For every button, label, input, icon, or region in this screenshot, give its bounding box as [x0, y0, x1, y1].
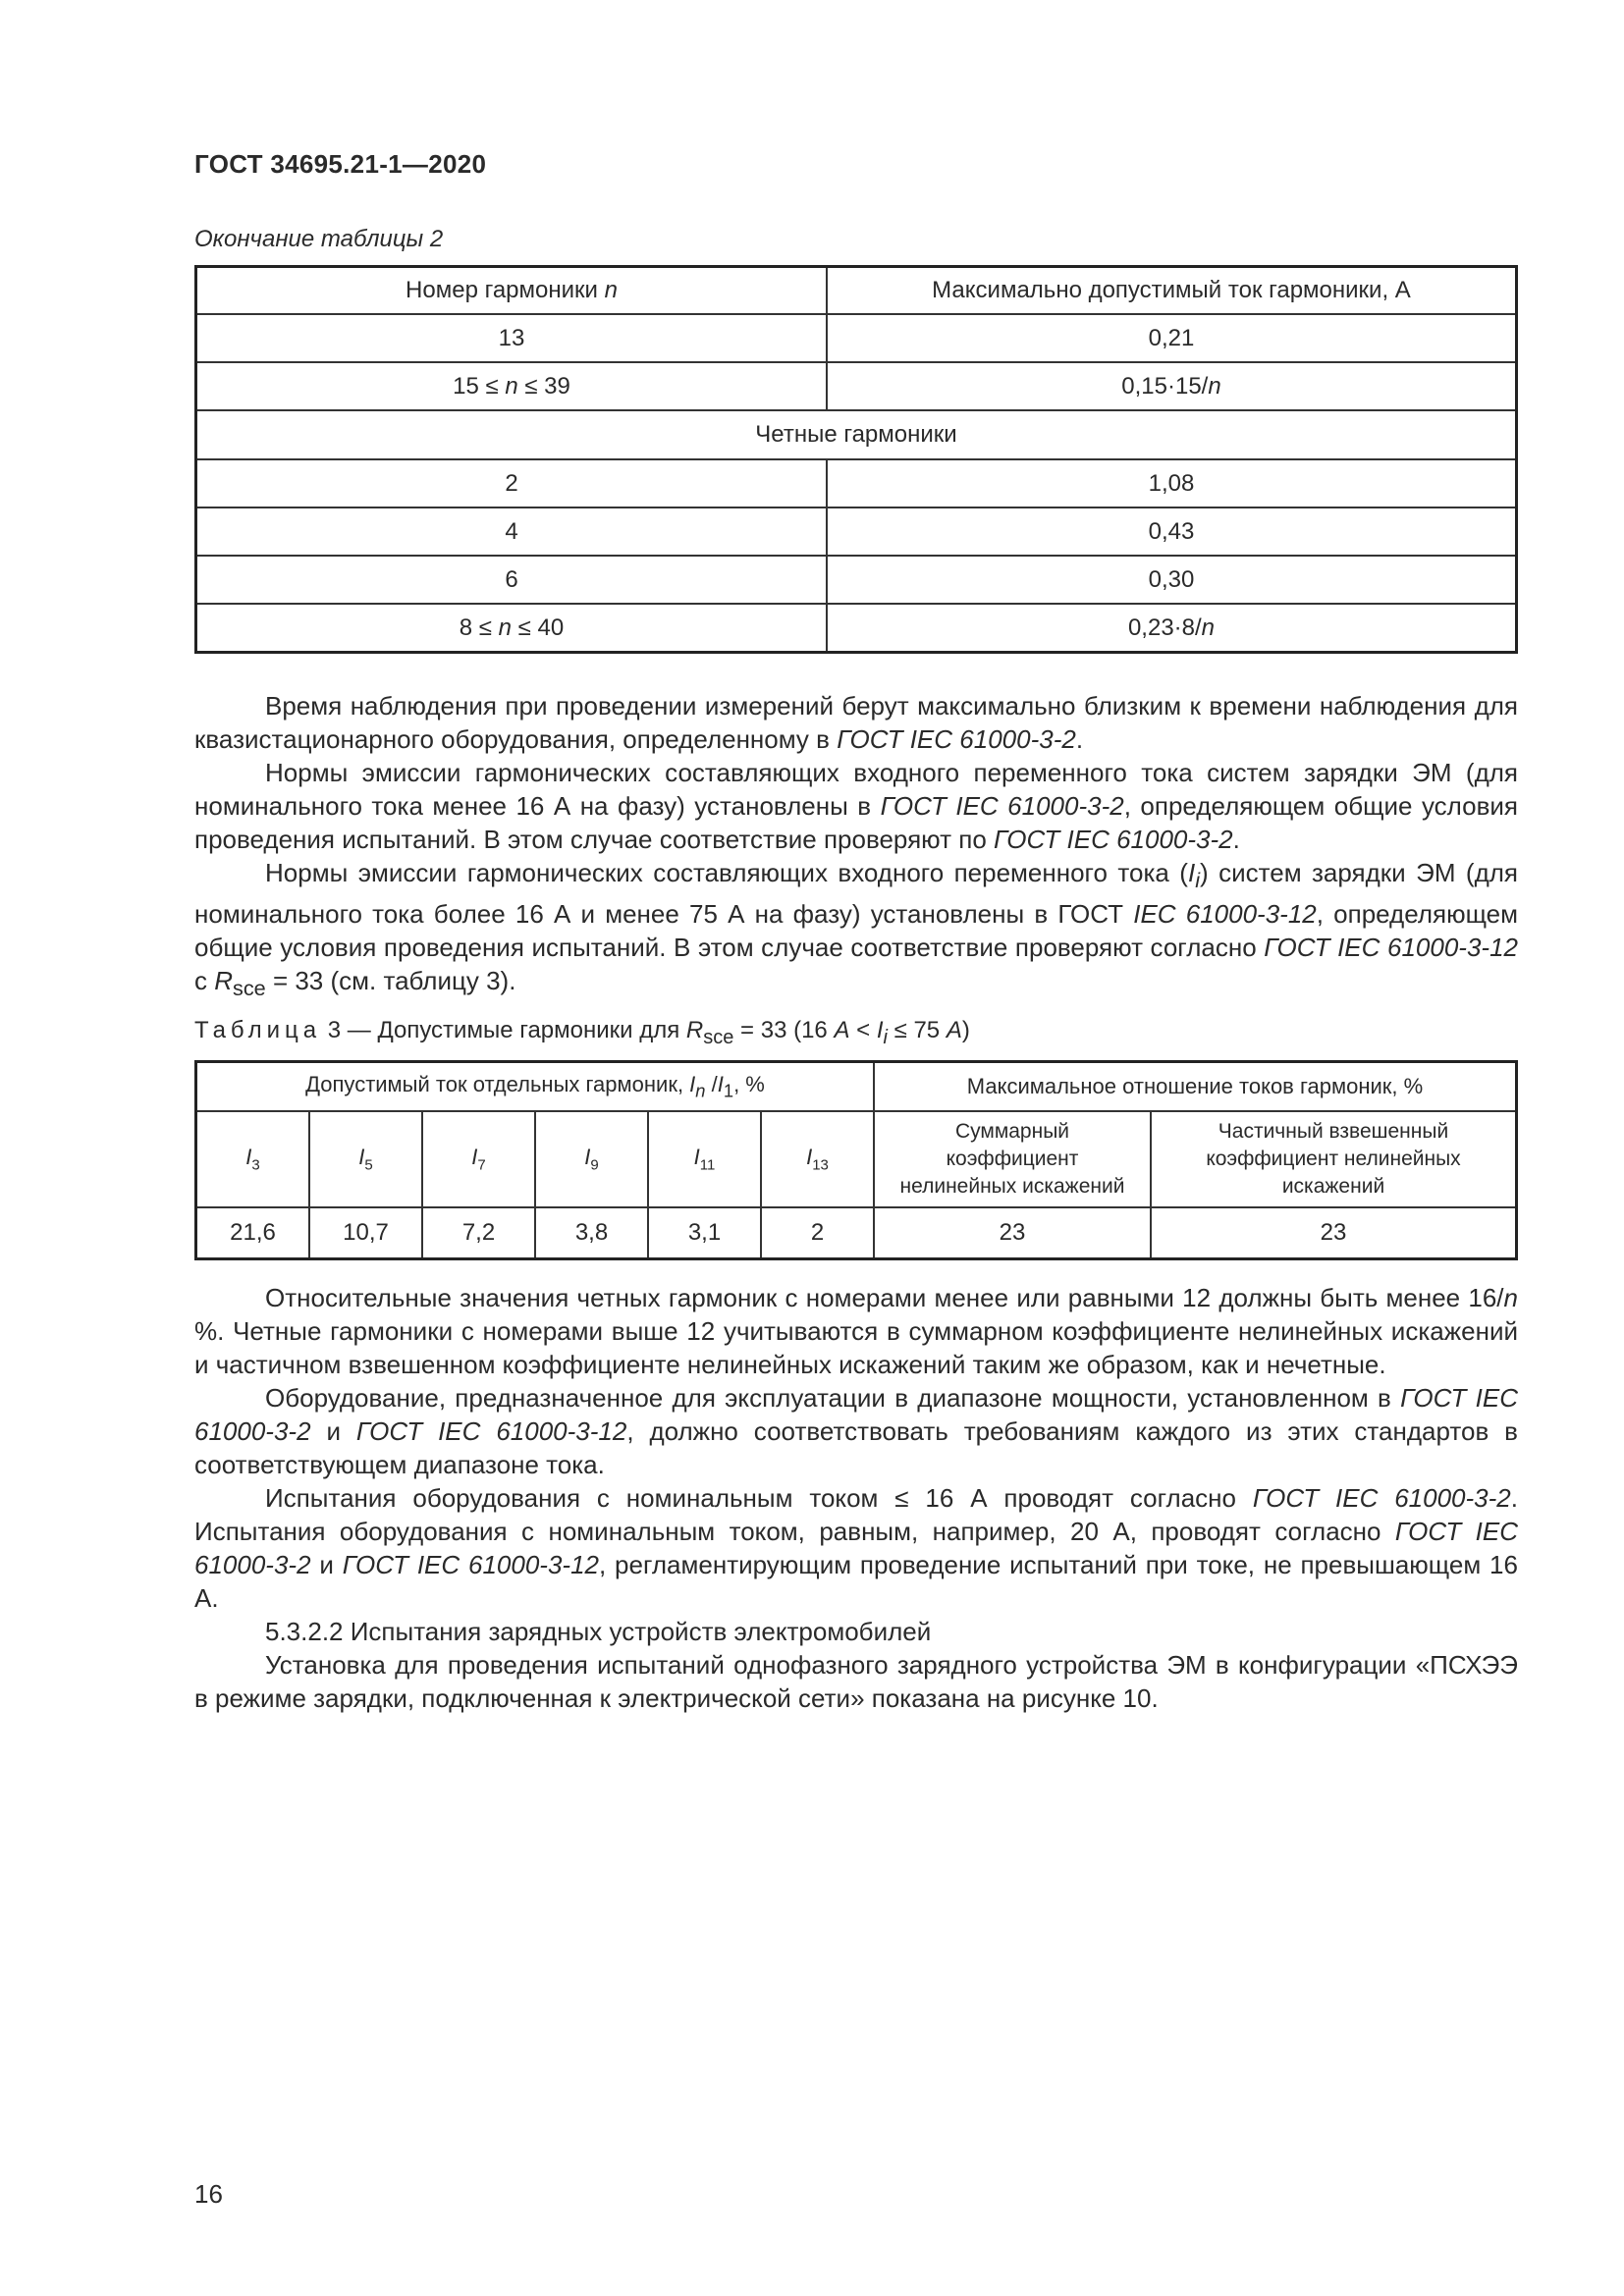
variable-n: n: [498, 614, 512, 641]
table3-col-I11: [648, 1111, 761, 1207]
standard-reference: ГОСТ IEC 61000-3-12: [1264, 933, 1518, 963]
value-cell: 21,6: [196, 1207, 310, 1259]
table2-col-harmonic-number: [196, 267, 828, 315]
value-cell: 3,8: [535, 1207, 648, 1259]
paragraph: [194, 1381, 1518, 1481]
table3-col-thd: [874, 1111, 1151, 1207]
table3-group-max-ratio: Максимальное отношение токов гармоник, %: [874, 1062, 1517, 1112]
text: ) систем зарядки ЭМ (для номинального тока более 16 А и менее 75 А на фазу) установлены в ГОСТ: [194, 858, 1519, 930]
paragraph: [194, 1481, 1518, 1615]
symbol-I: I: [584, 1145, 591, 1170]
table-row: [196, 604, 1517, 653]
paragraph: [194, 756, 1518, 856]
paragraph: [194, 1281, 1518, 1381]
standard-reference: ГОСТ IEC 61000-3-12: [342, 1550, 599, 1579]
unit: A: [946, 1017, 962, 1043]
page-number: 16: [194, 2179, 223, 2209]
table-row: [196, 410, 1517, 459]
current-value-cell: 1,08: [827, 459, 1517, 507]
section-heading: 5.3.2.2 Испытания зарядных устройств электромобилей: [265, 1617, 932, 1646]
table-word: Таблица: [194, 1017, 322, 1043]
subscript: i: [1195, 868, 1200, 893]
table2-header-row: [196, 267, 1517, 315]
even-harmonics-section-label: Четные гармоники: [196, 410, 1517, 459]
current-value-cell: [827, 604, 1517, 653]
subscript: 9: [590, 1156, 599, 1174]
table3-col-I5: [309, 1111, 422, 1207]
unit: A: [834, 1017, 850, 1043]
formula-text: 0,15·15/: [1121, 372, 1209, 400]
subscript: n: [695, 1080, 706, 1101]
text: нелинейных искажений: [899, 1175, 1125, 1198]
standard-reference: ГОСТ IEC 61000-3-2: [194, 1517, 1518, 1579]
text: .: [1075, 724, 1084, 754]
table-row: [196, 314, 1517, 362]
text: Нормы эмиссии гармонических составляющих входного переменного тока (: [265, 858, 1188, 887]
symbol-I: I: [358, 1145, 365, 1170]
standard-reference: ГОСТ IEC 61000-3-2: [880, 791, 1124, 821]
variable-n: n: [505, 372, 518, 400]
standard-reference: ГОСТ IEC 61000-3-2: [837, 724, 1076, 754]
current-value-cell: [827, 362, 1517, 410]
text: Нормы эмиссии гармонических составляющих входного переменного тока систем зарядки ЭМ (для номинального тока менее 16 А на фазу) установлены в: [194, 758, 1518, 821]
formula-text: 0,23·8/: [1127, 614, 1202, 641]
harmonic-number-cell: [196, 362, 828, 410]
symbol-I: I: [471, 1145, 478, 1170]
text: , %: [733, 1071, 765, 1096]
symbol-I: I: [693, 1145, 700, 1170]
text: Допустимый ток отдельных гармоник,: [305, 1071, 690, 1096]
text: . Испытания оборудования с номинальным током, равным, например, 20 А, проводят согласно: [194, 1483, 1518, 1546]
table3-col-I3: [196, 1111, 310, 1207]
table-row: [196, 459, 1517, 507]
text: <: [849, 1017, 877, 1043]
range-end: ≤ 40: [512, 614, 565, 641]
text: коэффициент нелинейных: [1206, 1148, 1461, 1170]
table2: [194, 265, 1518, 654]
table3-col-I9: [535, 1111, 648, 1207]
standard-reference: ГОСТ IEC 61000-3-2: [994, 825, 1233, 854]
table-row: [196, 362, 1517, 410]
variable-n: n: [1201, 614, 1216, 641]
harmonic-number-cell: 6: [196, 556, 828, 604]
symbol-R: R: [685, 1017, 704, 1043]
text: Испытания оборудования с номинальным током ≤ 16 А проводят согласно: [265, 1483, 1253, 1513]
harmonic-number-cell: 13: [196, 314, 828, 362]
variable-n: n: [1208, 372, 1221, 400]
text: Суммарный: [954, 1120, 1070, 1143]
value-cell: 10,7: [309, 1207, 422, 1259]
subscript: 13: [812, 1156, 829, 1174]
value-cell: 23: [874, 1207, 1151, 1259]
text: , регламентирующим проведение испытаний при токе, не превышающем 16 А.: [194, 1550, 1518, 1613]
table3-col-I13: [761, 1111, 874, 1207]
symbol-I: I: [1187, 858, 1196, 887]
paragraph: Установка для проведения испытаний однофазного зарядного устройства ЭМ в конфигурации «ПСХЭЭ в режиме зарядки, подключенная к электрической сети» показана на рисунке 10.: [194, 1650, 1518, 1713]
current-value-cell: 0,30: [827, 556, 1517, 604]
paragraph: [194, 689, 1518, 756]
table3-group-individual-harmonics: [196, 1062, 875, 1112]
standard-reference: ГОСТ IEC 61000-3-12: [355, 1416, 627, 1446]
table-row: [196, 1207, 1517, 1259]
text: с: [194, 966, 215, 996]
current-value-cell: 0,21: [827, 314, 1517, 362]
text: и: [310, 1550, 343, 1579]
variable-n: n: [1503, 1283, 1518, 1312]
text: Частичный взвешенный: [1218, 1120, 1449, 1143]
table2-col-max-current: Максимально допустимый ток гармоники, А: [827, 267, 1517, 315]
table-row: [196, 507, 1517, 556]
variable-n: n: [604, 277, 618, 303]
text: Оборудование, предназначенное для эксплуатации в диапазоне мощности, установленном в: [265, 1383, 1401, 1413]
table3-group-header-row: [196, 1062, 1517, 1112]
standard-reference: IEC 61000-3-12: [1133, 899, 1317, 930]
text: , определяющем общие условия проведения испытаний. В этом случае соответствие проверяют согласно: [194, 899, 1519, 963]
subscript: 3: [251, 1156, 260, 1174]
table3-subheader-row: [196, 1111, 1517, 1207]
subscript: sce: [703, 1026, 734, 1048]
table3-title: [194, 1017, 970, 1049]
harmonic-number-cell: [196, 604, 828, 653]
value-cell: 23: [1151, 1207, 1517, 1259]
body-text-block-1: [194, 689, 1518, 1005]
range-start: 15 ≤: [453, 372, 506, 400]
table2-continuation-caption: Окончание таблицы 2: [194, 226, 444, 252]
current-value-cell: 0,43: [827, 507, 1517, 556]
text: 3 — Допустимые гармоники для: [321, 1017, 686, 1043]
text: Время наблюдения при проведении измерений берут максимально близким к времени наблюдения для квазистационарного оборудования, определенному в: [194, 691, 1518, 754]
table3: [194, 1060, 1518, 1260]
value-cell: 7,2: [422, 1207, 535, 1259]
paragraph: [194, 856, 1518, 1005]
symbol-I: I: [806, 1145, 813, 1170]
text: Относительные значения четных гармоник с номерами менее или равными 12 должны быть менее 16/: [265, 1283, 1504, 1312]
table3-col-pwhd: [1151, 1111, 1517, 1207]
text: .: [1232, 825, 1240, 854]
text: ≤ 75: [887, 1017, 947, 1043]
symbol-I: I: [245, 1145, 252, 1170]
text: коэффициент: [946, 1148, 1079, 1170]
harmonic-number-cell: 4: [196, 507, 828, 556]
subscript: 1: [723, 1080, 734, 1101]
symbol-I: I: [689, 1071, 696, 1096]
standard-reference: ГОСТ IEC 61000-3-2: [194, 1383, 1518, 1446]
body-text-block-2: [194, 1281, 1518, 1715]
range-start: 8 ≤: [459, 614, 499, 641]
text: , определяющем общие условия проведения испытаний. В этом случае соответствие проверяют по: [194, 791, 1518, 854]
table-row: [196, 556, 1517, 604]
subscript: sce: [233, 976, 266, 1001]
table3-col-I7: [422, 1111, 535, 1207]
document-code: ГОСТ 34695.21-1—2020: [194, 149, 487, 179]
text: = 33 (см. таблицу 3).: [265, 966, 516, 996]
symbol-R: R: [214, 966, 234, 996]
subscript: 5: [364, 1156, 373, 1174]
range-end: ≤ 39: [517, 372, 570, 400]
subscript: 11: [699, 1156, 716, 1174]
text: ): [961, 1017, 970, 1043]
text: /: [705, 1071, 718, 1096]
symbol-I: I: [717, 1071, 724, 1096]
text: , должно соответствовать требованиям каждого из этих стандартов в соответствующем диапазоне тока.: [194, 1416, 1518, 1479]
subscript: i: [883, 1026, 888, 1048]
header-text: Номер гармоники: [406, 277, 605, 303]
standard-reference: ГОСТ IEC 61000-3-2: [1252, 1483, 1511, 1513]
text: и: [310, 1416, 356, 1446]
value-cell: 2: [761, 1207, 874, 1259]
harmonic-number-cell: 2: [196, 459, 828, 507]
text: = 33 (16: [733, 1017, 835, 1043]
text: %. Четные гармоники с номерами выше 12 учитываются в суммарном коэффициенте нелинейных искажений и частичном взвешенном коэффициенте нелинейных искажений таким же образом, как и нечетные.: [194, 1316, 1518, 1379]
text: искажений: [1281, 1175, 1385, 1198]
value-cell: 3,1: [648, 1207, 761, 1259]
subscript: 7: [477, 1156, 486, 1174]
symbol-I: I: [876, 1017, 884, 1043]
